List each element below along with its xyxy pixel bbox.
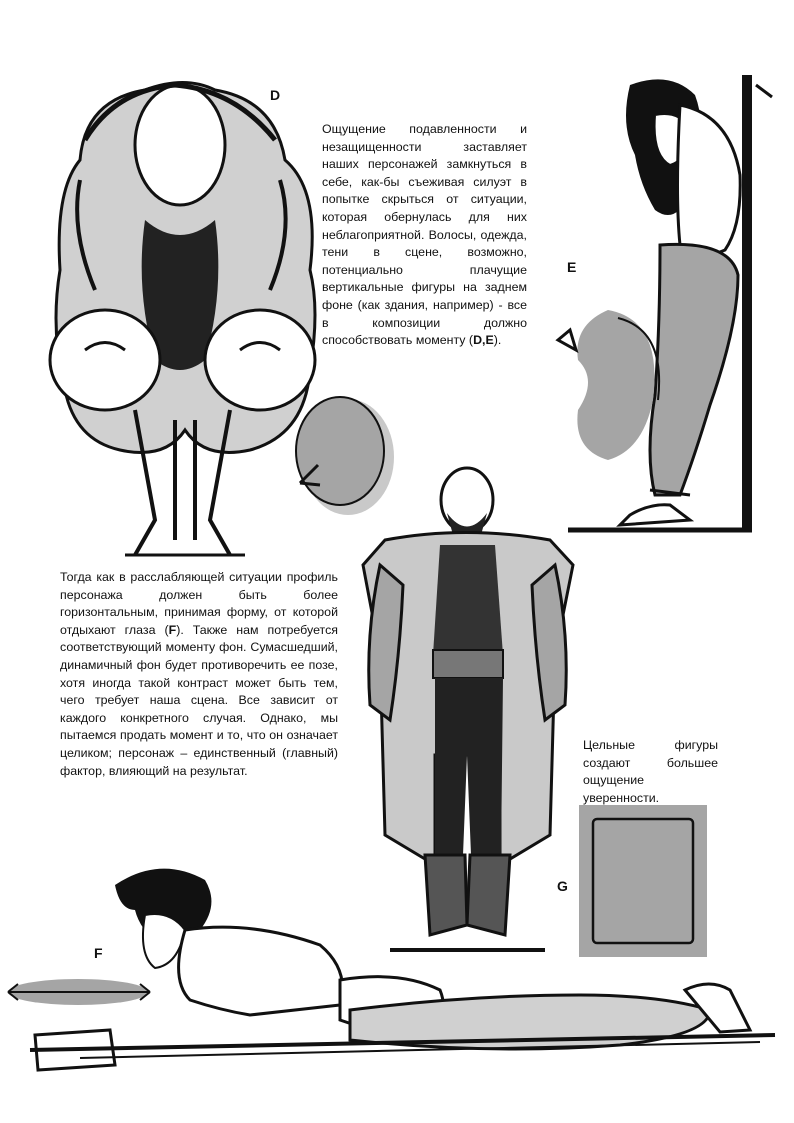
diagram-horizontal-shape: [0, 972, 160, 1012]
paragraph-solid: [583, 737, 718, 807]
diagram-curled-shape: [548, 300, 668, 470]
paragraph-solid-text: Цельные фигуры создают большее ощущение уверенности.: [583, 738, 718, 805]
paragraph-oppression: [322, 121, 527, 350]
paragraph-relaxing-tail: ). Также нам потребуется соответствующий моменту фон. Сумасшедший, динамичный фон будет противоречить ее позе, хотя иногда такой контраст может быть тем, чего требует наша сцена. Все зависит от каждого конкретного случая. Однако, мы пытаемся продать момент и то, что он означает целиком; персонаж – единственный (главный) фактор, влияющий на результат.: [60, 622, 338, 778]
illustration-f-lying-woman: [20, 860, 780, 1075]
paragraph-oppression-tail: ).: [493, 333, 502, 348]
paragraph-relaxing: [60, 569, 338, 780]
label-g: G: [557, 878, 568, 894]
label-d: D: [270, 87, 281, 103]
paragraph-relaxing-ref: F: [168, 622, 177, 637]
paragraph-oppression-ref: D,E: [473, 333, 494, 348]
label-e: E: [567, 259, 577, 275]
paragraph-oppression-text: Ощущение подавленности и незащищенности заставляет наших персонажей замкнуться в себе, как-бы съеживая силуэт в попытке скрыться от ситуации, которая обернулась для них неблагоприятной. Волосы, одежда, тени в сцене, возможно, потенциально плачущие вертикальные фигуры на заднем фоне (как здания, например) - все в композиции должно способствовать моменту (: [322, 122, 527, 348]
illustration-d-crouching-figure: [25, 70, 325, 560]
paragraph-relaxing-text: Тогда как в расслабляющей ситуации профиль персонажа должен быть более горизонтальным, принимая форму, от которой отдыхают глаза (: [60, 570, 338, 637]
label-f: F: [94, 945, 103, 961]
